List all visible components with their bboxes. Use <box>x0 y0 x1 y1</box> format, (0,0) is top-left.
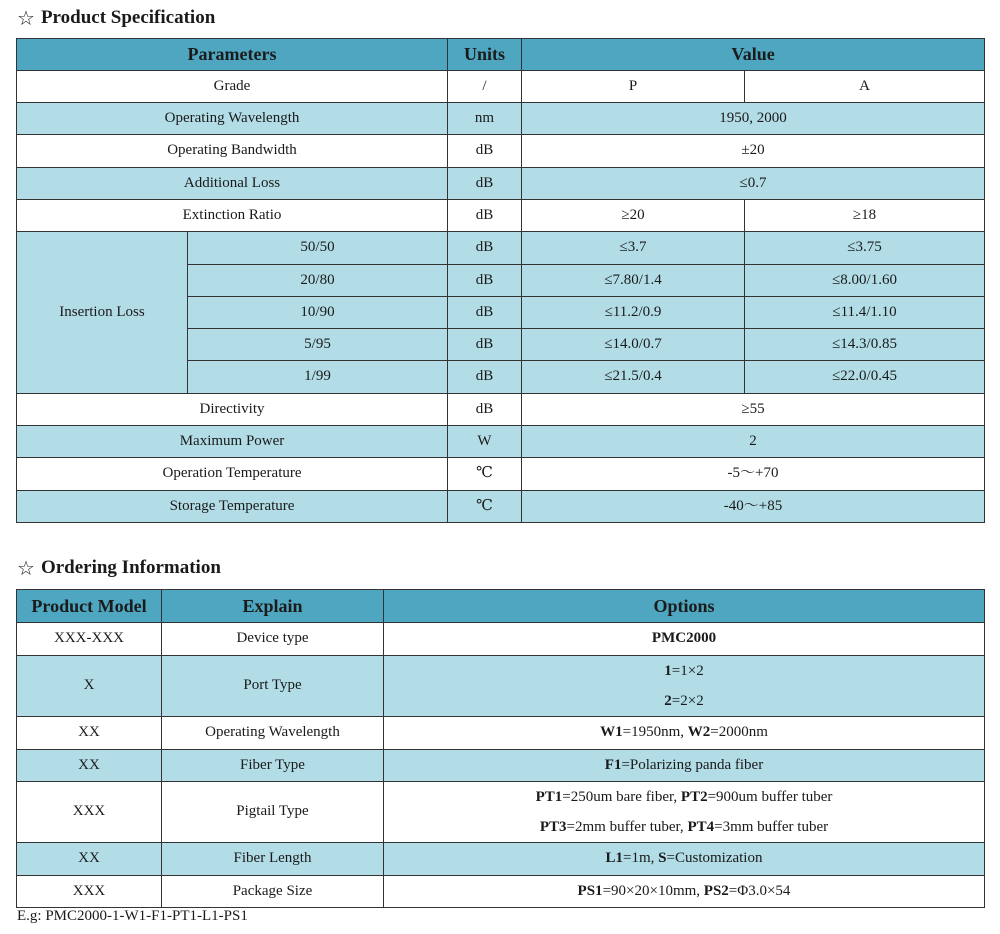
model-code: XXX-XXX <box>17 623 162 656</box>
spec-title: Product Specification <box>40 7 216 28</box>
option-desc: =90×20×10mm, <box>602 882 704 899</box>
extinction-p: ≥20 <box>522 200 745 232</box>
ordering-section-title <box>17 556 221 580</box>
option-desc: =1m, <box>623 850 659 867</box>
insertion-unit: dB <box>448 265 522 297</box>
option-code: L1 <box>605 850 624 867</box>
insertion-p: ≤14.0/0.7 <box>522 329 745 361</box>
insertion-ratio: 50/50 <box>188 232 448 265</box>
option-text <box>384 750 985 782</box>
option-code: PT3 <box>539 819 567 835</box>
grade-unit: / <box>448 71 522 103</box>
option-text <box>384 656 985 717</box>
option-line <box>384 812 984 842</box>
insertion-unit: dB <box>448 361 522 394</box>
model-code: X <box>17 656 162 717</box>
explain-text: Pigtail Type <box>162 782 384 843</box>
option-line <box>384 656 984 686</box>
insertion-a: ≤8.00/1.60 <box>745 265 985 297</box>
option-code: W1 <box>600 724 623 741</box>
table-row <box>17 71 985 103</box>
extinction-a: ≥18 <box>745 200 985 232</box>
table-row <box>17 876 985 908</box>
directivity-value: ≥55 <box>522 394 985 426</box>
header-units: Units <box>448 39 522 71</box>
explain-text: Port Type <box>162 656 384 717</box>
extinction-label: Extinction Ratio <box>17 200 448 232</box>
additional-loss-label: Additional Loss <box>17 168 448 200</box>
option-desc: =250um bare fiber, <box>562 789 681 805</box>
option-line <box>384 782 984 812</box>
option-code: 1 <box>664 663 672 679</box>
insertion-loss-label: Insertion Loss <box>17 232 188 394</box>
table-row <box>17 491 985 523</box>
table-row <box>17 103 985 135</box>
ordering-title: Ordering Information <box>40 557 221 578</box>
max-power-unit: W <box>448 426 522 458</box>
option-text <box>384 623 985 656</box>
table-row <box>17 232 985 265</box>
wavelength-label: Operating Wavelength <box>17 103 448 135</box>
storage-temp-label: Storage Temperature <box>17 491 448 523</box>
bandwidth-unit: dB <box>448 135 522 168</box>
insertion-p: ≤21.5/0.4 <box>522 361 745 394</box>
insertion-ratio: 20/80 <box>188 265 448 297</box>
insertion-p: ≤11.2/0.9 <box>522 297 745 329</box>
model-code: XXX <box>17 876 162 908</box>
option-code: F1 <box>604 756 622 773</box>
option-desc: =Φ3.0×54 <box>728 882 791 899</box>
header-product-model: Product Model <box>17 590 162 623</box>
wavelength-unit: nm <box>448 103 522 135</box>
insertion-a: ≤3.75 <box>745 232 985 265</box>
header-value: Value <box>522 39 985 71</box>
option-code: PMC2000 <box>651 630 717 647</box>
model-code: XX <box>17 717 162 750</box>
explain-text: Fiber Type <box>162 750 384 782</box>
table-row <box>17 458 985 491</box>
bandwidth-value: ±20 <box>522 135 985 168</box>
explain-text: Operating Wavelength <box>162 717 384 750</box>
option-code: W2 <box>687 724 711 741</box>
table-row <box>17 394 985 426</box>
insertion-unit: dB <box>448 232 522 265</box>
option-code: 2 <box>664 693 672 709</box>
explain-text: Fiber Length <box>162 843 384 876</box>
star-icon: ☆ <box>17 6 35 30</box>
insertion-p: ≤3.7 <box>522 232 745 265</box>
table-row <box>17 656 985 717</box>
option-text <box>384 782 985 843</box>
insertion-a: ≤14.3/0.85 <box>745 329 985 361</box>
option-line <box>384 686 984 716</box>
model-code: XXX <box>17 782 162 843</box>
bandwidth-label: Operating Bandwidth <box>17 135 448 168</box>
max-power-label: Maximum Power <box>17 426 448 458</box>
option-desc: =3mm buffer tuber <box>714 819 829 835</box>
option-code: PT4 <box>687 819 715 835</box>
table-row <box>17 782 985 843</box>
ordering-table <box>16 589 985 908</box>
table-row <box>17 623 985 656</box>
option-code: PS1 <box>577 882 603 899</box>
op-temp-label: Operation Temperature <box>17 458 448 491</box>
directivity-unit: dB <box>448 394 522 426</box>
explain-text: Device type <box>162 623 384 656</box>
model-code: XX <box>17 843 162 876</box>
option-desc: =1×2 <box>671 663 704 679</box>
header-explain: Explain <box>162 590 384 623</box>
spec-table <box>16 38 985 523</box>
storage-temp-value: -40～+85 <box>522 491 985 523</box>
insertion-a: ≤22.0/0.45 <box>745 361 985 394</box>
grade-a: A <box>745 71 985 103</box>
option-desc: =2mm buffer tuber, <box>566 819 688 835</box>
grade-p: P <box>522 71 745 103</box>
extinction-unit: dB <box>448 200 522 232</box>
insertion-unit: dB <box>448 297 522 329</box>
explain-text: Package Size <box>162 876 384 908</box>
header-parameters: Parameters <box>17 39 448 71</box>
table-row <box>17 168 985 200</box>
option-code: PT1 <box>535 789 563 805</box>
insertion-p: ≤7.80/1.4 <box>522 265 745 297</box>
option-desc: =1950nm, <box>622 724 688 741</box>
grade-label: Grade <box>17 71 448 103</box>
option-code: S <box>658 850 667 867</box>
insertion-a: ≤11.4/1.10 <box>745 297 985 329</box>
option-desc: =2×2 <box>671 693 704 709</box>
max-power-value: 2 <box>522 426 985 458</box>
additional-loss-unit: dB <box>448 168 522 200</box>
wavelength-value: 1950, 2000 <box>522 103 985 135</box>
table-row <box>17 200 985 232</box>
option-desc: =2000nm <box>710 724 768 741</box>
option-text <box>384 843 985 876</box>
example-code: E.g: PMC2000-1-W1-F1-PT1-L1-PS1 <box>17 908 248 924</box>
additional-loss-value: ≤0.7 <box>522 168 985 200</box>
option-desc: =Customization <box>666 850 763 867</box>
op-temp-unit: ℃ <box>448 458 522 491</box>
option-text <box>384 717 985 750</box>
header-options: Options <box>384 590 985 623</box>
star-icon: ☆ <box>17 556 35 580</box>
insertion-ratio: 10/90 <box>188 297 448 329</box>
model-code: XX <box>17 750 162 782</box>
option-code: PS2 <box>703 882 729 899</box>
table-row <box>17 750 985 782</box>
op-temp-value: -5～+70 <box>522 458 985 491</box>
table-row <box>17 717 985 750</box>
spec-section-title <box>17 6 215 30</box>
insertion-unit: dB <box>448 329 522 361</box>
table-row <box>17 426 985 458</box>
insertion-ratio: 1/99 <box>188 361 448 394</box>
directivity-label: Directivity <box>17 394 448 426</box>
option-desc: =900um buffer tuber <box>707 789 833 805</box>
option-desc: =Polarizing panda fiber <box>621 756 764 773</box>
table-row <box>17 843 985 876</box>
storage-temp-unit: ℃ <box>448 491 522 523</box>
insertion-ratio: 5/95 <box>188 329 448 361</box>
option-code: PT2 <box>680 789 708 805</box>
option-text <box>384 876 985 908</box>
table-row <box>17 135 985 168</box>
